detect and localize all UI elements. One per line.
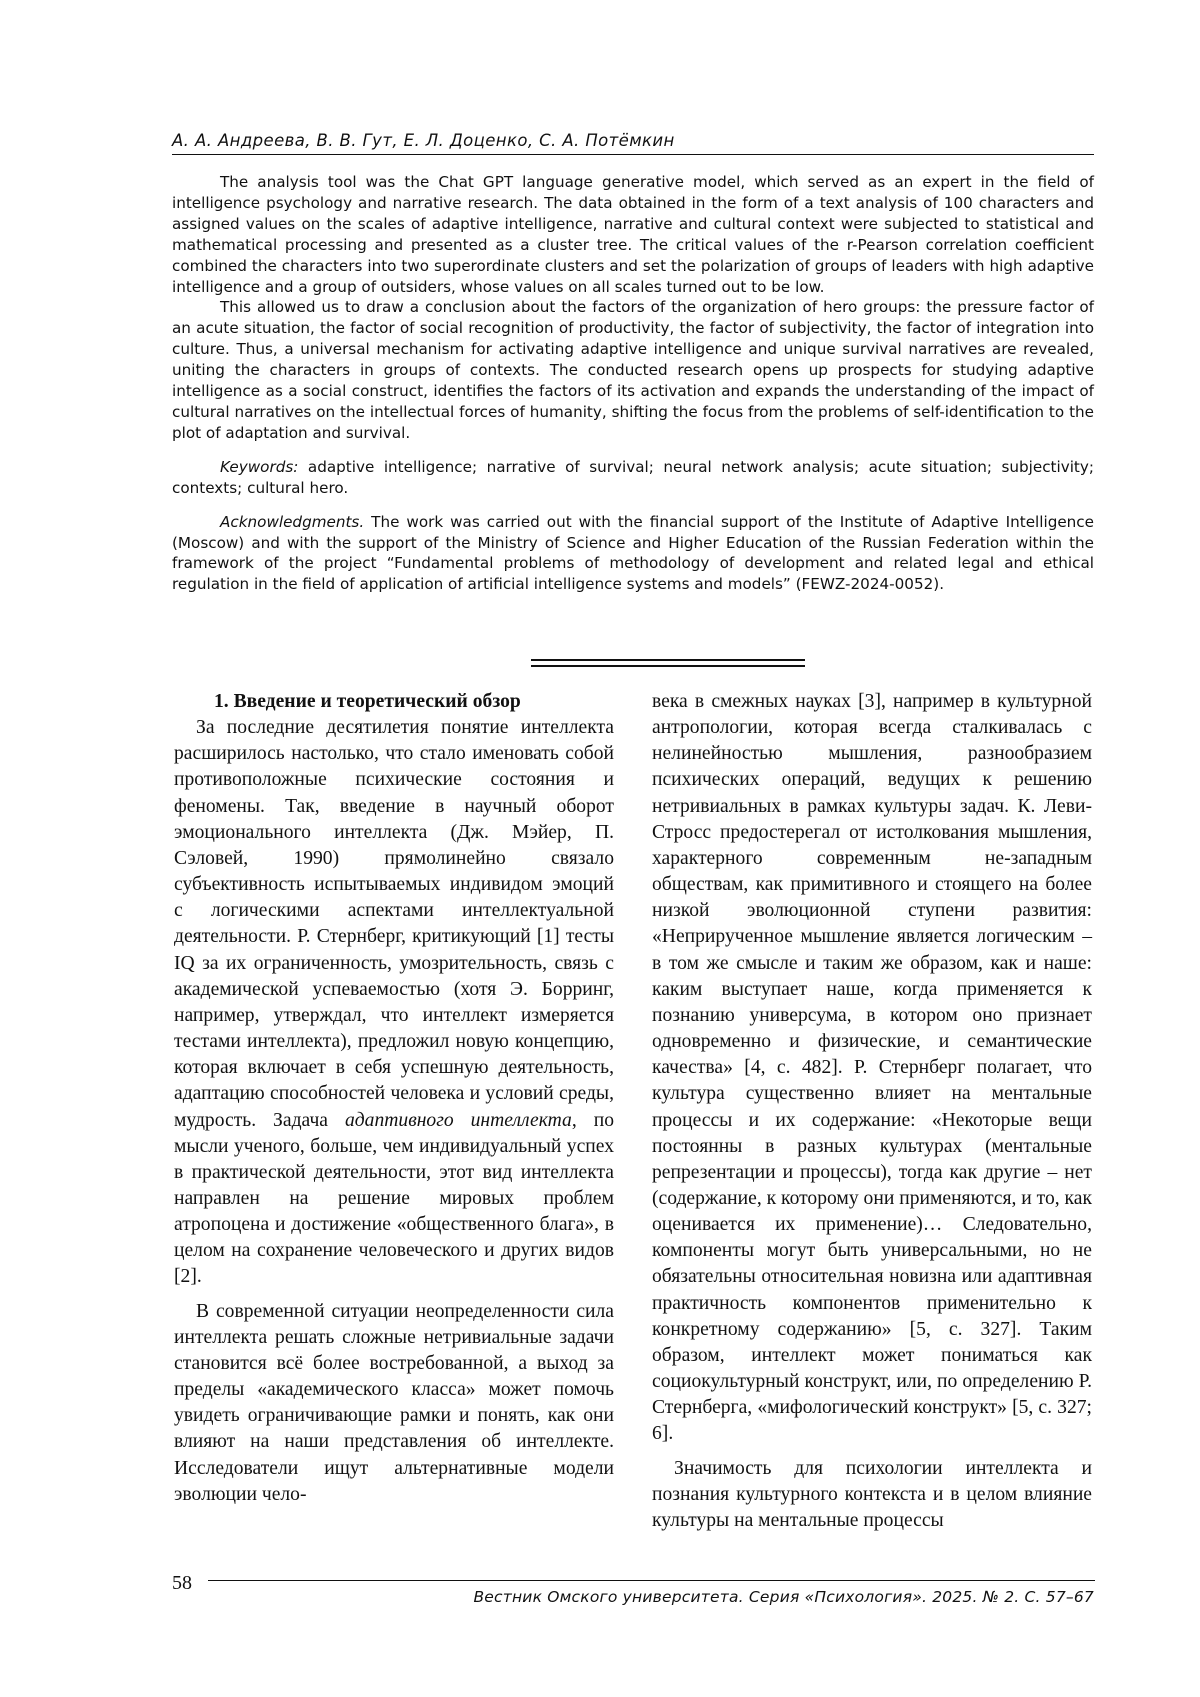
keywords-label: Keywords: [220,457,299,476]
right-column [652,689,1092,1534]
left-column [174,689,614,1508]
acknowledgments-label: Acknowledgments. [220,512,365,531]
separator-rule-top [531,659,805,661]
page-number: 58 [172,1572,192,1594]
running-header-authors: А. А. Андреева, В. В. Гут, Е. Л. Доценко, С. А. Потёмкин [172,131,675,150]
keywords-paragraph [172,457,1094,499]
acknowledgments-paragraph [172,512,1094,596]
abstract-paragraph-2: This allowed us to draw a conclusion about the factors of the organization of hero groups: the pressure factor of an acute situation, the factor of social recognition of productivity, the factor of subjectivity, the factor of integration into culture. Thus, a universal mechanism for activating adaptive intelligence and unique survival narratives are revealed, uniting the characters in groups of contexts. The conducted research opens up prospects for studying adaptive intelligence as a social construct, identifies the factors of its activation and expands the understanding of the impact of cultural narratives on the intellectual forces of humanity, shifting the focus from the problems of self-identification to the plot of adaptation and survival. [172,298,1094,442]
abstract-paragraph-1: The analysis tool was the Chat GPT language generative model, which served as an expert in the field of intelligence psychology and narrative research. The data obtained in the form of a text analysis of 100 characters and assigned values on the scales of adaptive intelligence, narrative and cultural context were subjected to statistical and mathematical processing and presented as a cluster tree. The critical values of the r-Pearson correlation coefficient combined the characters into two superordinate clusters and set the polarization of groups of leaders with high adaptive intelligence and a group of outsiders, whose values on all scales turned out to be low. [172,173,1094,296]
journal-footer: Вестник Омского университета. Серия «Психология». 2025. № 2. С. 57–67 [473,1588,1094,1606]
left-paragraph-2: В современной ситуации неопределенности сила интеллекта решать сложные нетривиальные задачи становится всё более востребованной, а выход за пределы «академического класса» может помочь увидеть ограничивающие рамки и понять, как они влияют на наши представления об интеллекте. Исследователи ищут альтернативные модели эволюции чело- [174,1300,614,1505]
section-title: 1. Введение и теоретический обзор [214,691,521,712]
left-paragraph-1 [174,715,614,1290]
english-abstract [172,172,1094,595]
separator-rule-bottom [531,665,805,667]
acknowledgments-text: The work was carried out with the financial support of the Institute of Adaptive Intelligence (Moscow) and with the support of the Ministry of Science and Higher Education of the Russian Federation within the framework of the project “Fundamental problems of methodology of development and related legal and ethical regulation in the field of application of artificial intelligence systems and models” (FEWZ-2024-0052). [172,512,1094,594]
left-paragraph-1-text-b: , по мысли ученого, больше, чем индивидуальный успех в практической деятельности, этот вид интеллекта направлен на решение мировых проблем атропоцена и достижение «общественного блага», в целом на сохранение человеческого и других видов [2]. [174,1109,614,1288]
header-rule [172,154,1094,155]
keywords-text: adaptive intelligence; narrative of survival; neural network analysis; acute situation; subjectivity; contexts; cultural hero. [172,457,1094,497]
adaptive-intelligence-term: адаптивного интеллекта [344,1109,572,1131]
right-paragraph-2: Значимость для психологии интеллекта и познания культурного контекста и в целом влияние культуры на ментальные процессы [652,1457,1092,1531]
left-paragraph-1-text-a: За последние десятилетия понятие интеллекта расширилось настолько, что стало именовать собой противоположные психические состояния и феномены. Так, введение в научный оборот эмоционального интеллекта (Дж. Мэйер, П. Сэловей, 1990) прямолинейно связало субъективность испытываемых индивидом эмоций с логическими аспектами интеллектуальной деятельности. Р. Стернберг, критикующий [1] тесты IQ за их ограниченность, умозрительность, связь с академической успеваемостью (хотя Э. Борринг, например, утверждал, что интеллект измеряется тестами интеллекта), предложил новую концепцию, которая включает в себя успешную деятельность, адаптацию способностей человека и условий среды, мудрость. Задача [174,717,614,1131]
footer-rule [208,1580,1095,1581]
right-paragraph-1: века в смежных науках [3], например в культурной антропологии, которая всегда сталкивалась с нелинейностью мышления, разнообразием психических операций, ведущих к решению нетривиальных в рамках культуры задач. К. Леви-Стросс предостерегал от истолкования мышления, характерного современным не-западным обществам, как примитивного и стоящего на более низкой эволюционной ступени развития: «Неприрученное мышление является логическим – в том же смысле и таким же образом, как и наше: каким выступает наше, когда применяется к познанию универсума, в котором оно признает одновременно и физические, и семантические качества» [4, с. 482]. Р. Стернберг полагает, что культура существенно влияет на ментальные процессы и их содержание: «Некоторые вещи постоянны в разных культурах (ментальные репрезентации и процессы), тогда как другие – нет (содержание, к которому они применяются, и то, как оценивается их применение)… Следовательно, компоненты могут быть универсальными, но не обязательны относительная новизна или адаптивная практичность компонентов применительно к конкретному содержанию» [5, с. 327]. Таким образом, интеллект может пониматься как социокультурный конструкт, или, по определению Р. Стернберга, «мифологический конструкт» [5, с. 327; 6]. [652,691,1092,1445]
